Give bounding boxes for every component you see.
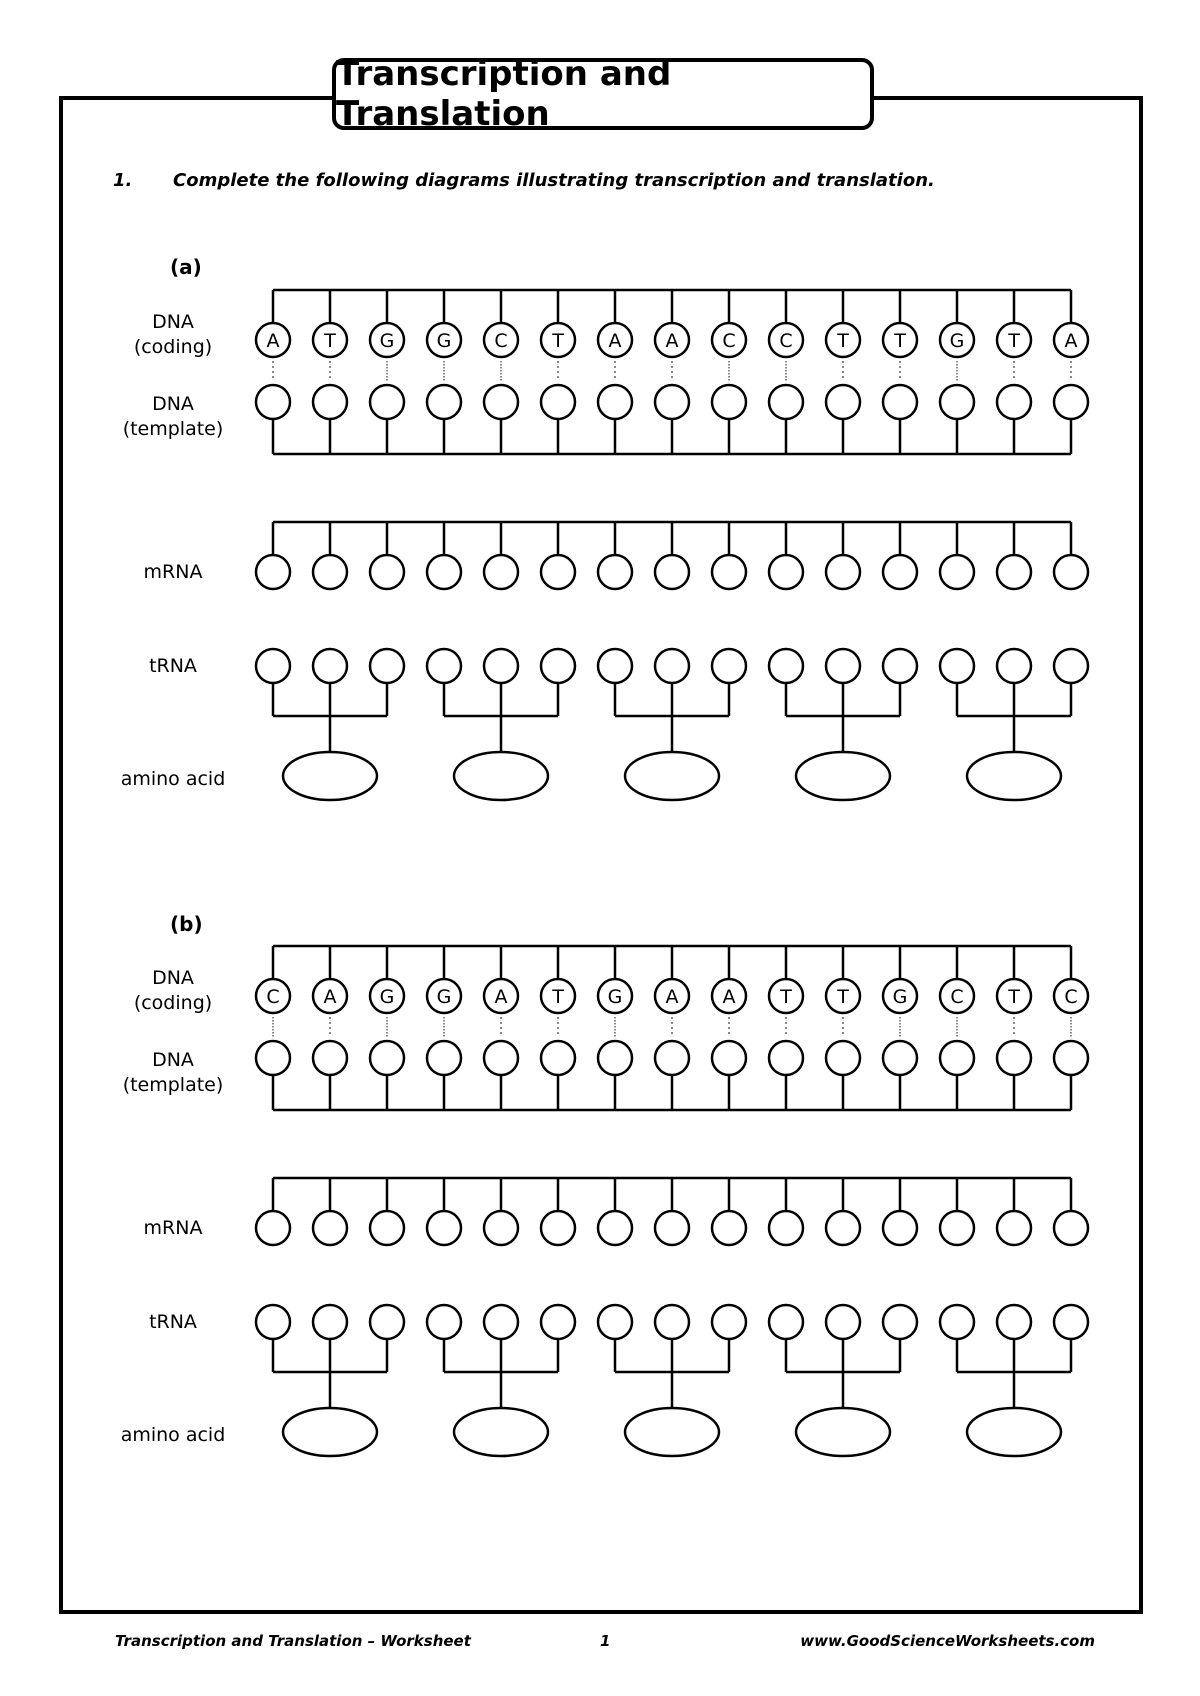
trna-base-circle [826,1305,860,1339]
trna-base-circle [655,649,689,683]
part-b-amino-acid-label: amino acid [120,1424,226,1446]
page-title: Transcription and Translation [332,58,874,130]
template-base-circle [769,385,803,419]
amino-acid-oval [283,752,377,800]
coding-base-letter: T [837,986,849,1008]
part-a-trna-label: tRNA [149,655,197,677]
mrna-base-circle [427,1211,461,1245]
trna-base-circle [313,649,347,683]
trna-base-circle [256,1305,290,1339]
mrna-base-circle [712,555,746,589]
template-label: (template) [122,418,224,440]
coding-base-letter: A [323,986,337,1008]
coding-base-letter: T [324,330,336,352]
trna-base-circle [484,1305,518,1339]
template-base-circle [370,1041,404,1075]
mrna-base-circle [484,1211,518,1245]
footer-website: www.GoodScienceWorksheets.com [800,1632,1095,1650]
amino-acid-oval [454,1408,548,1456]
trna-base-circle [541,649,575,683]
mrna-base-circle [826,555,860,589]
trna-base-circle [997,1305,1031,1339]
coding-base-letter: G [436,986,452,1008]
trna-base-circle [712,649,746,683]
trna-base-circle [769,649,803,683]
template-base-circle [1054,385,1088,419]
template-base-circle [598,1041,632,1075]
dna-label: DNA [152,1049,194,1071]
trna-base-circle [484,649,518,683]
trna-base-circle [940,1305,974,1339]
trna-base-circle [427,649,461,683]
coding-base-letter: T [552,986,564,1008]
dna-label: DNA [152,393,194,415]
mrna-base-circle [883,1211,917,1245]
mrna-base-circle [769,555,803,589]
trna-base-circle [997,649,1031,683]
amino-acid-oval [283,1408,377,1456]
mrna-base-circle [997,1211,1031,1245]
amino-acid-oval [625,752,719,800]
template-base-circle [484,385,518,419]
mrna-base-circle [883,555,917,589]
template-base-circle [940,1041,974,1075]
coding-base-letter: C [266,986,280,1008]
trna-base-circle [598,649,632,683]
template-base-circle [541,1041,575,1075]
coding-base-letter: G [949,330,965,352]
amino-acid-oval [967,752,1061,800]
mrna-base-circle [598,1211,632,1245]
question-number: 1. [113,170,133,191]
mrna-base-circle [940,1211,974,1245]
template-base-circle [313,1041,347,1075]
template-base-circle [655,1041,689,1075]
coding-base-letter: T [1008,330,1020,352]
part-a-mrna-label: mRNA [143,561,203,583]
template-base-circle [598,385,632,419]
template-base-circle [484,1041,518,1075]
trna-base-circle [712,1305,746,1339]
mrna-base-circle [769,1211,803,1245]
mrna-base-circle [712,1211,746,1245]
trna-base-circle [769,1305,803,1339]
coding-base-letter: G [436,330,452,352]
template-base-circle [313,385,347,419]
mrna-base-circle [655,555,689,589]
template-base-circle [883,385,917,419]
template-base-circle [712,1041,746,1075]
template-base-circle [256,1041,290,1075]
footer-title: Transcription and Translation – Worksheet [115,1632,471,1650]
mrna-base-circle [826,1211,860,1245]
mrna-base-circle [1054,555,1088,589]
mrna-base-circle [1054,1211,1088,1245]
part-a-amino-acid-label: amino acid [120,768,226,790]
template-base-circle [370,385,404,419]
amino-acid-oval [625,1408,719,1456]
coding-base-letter: C [950,986,964,1008]
template-base-circle [655,385,689,419]
mrna-base-circle [427,555,461,589]
trna-base-circle [826,649,860,683]
question-text: Complete the following diagrams illustrating transcription and translation. [173,170,935,191]
template-base-circle [826,385,860,419]
coding-base-letter: C [494,330,508,352]
mrna-base-circle [484,555,518,589]
template-base-circle [883,1041,917,1075]
template-base-circle [826,1041,860,1075]
template-base-circle [541,385,575,419]
coding-base-letter: C [1064,986,1078,1008]
trna-base-circle [883,649,917,683]
mrna-base-circle [313,1211,347,1245]
trna-base-circle [370,1305,404,1339]
trna-base-circle [940,649,974,683]
trna-base-circle [883,1305,917,1339]
part-b-trna-label: tRNA [149,1311,197,1333]
mrna-base-circle [940,555,974,589]
coding-base-letter: A [722,986,736,1008]
template-base-circle [769,1041,803,1075]
page-number: 1 [600,1632,611,1650]
mrna-base-circle [541,1211,575,1245]
trna-base-circle [313,1305,347,1339]
template-base-circle [997,1041,1031,1075]
coding-base-letter: A [665,986,679,1008]
coding-base-letter: A [494,986,508,1008]
trna-base-circle [598,1305,632,1339]
trna-base-circle [256,649,290,683]
template-base-circle [427,1041,461,1075]
coding-base-letter: A [665,330,679,352]
part-a-label: (a) [170,255,202,279]
coding-base-letter: G [892,986,908,1008]
template-label: (template) [122,1074,224,1096]
template-base-circle [427,385,461,419]
coding-base-letter: T [837,330,849,352]
mrna-base-circle [997,555,1031,589]
coding-label: (coding) [133,992,213,1014]
mrna-base-circle [655,1211,689,1245]
coding-base-letter: T [894,330,906,352]
template-base-circle [256,385,290,419]
coding-base-letter: G [379,986,395,1008]
coding-label: (coding) [133,336,213,358]
coding-base-letter: A [1064,330,1078,352]
trna-base-circle [541,1305,575,1339]
template-base-circle [997,385,1031,419]
coding-base-letter: T [1008,986,1020,1008]
part-b-label: (b) [170,912,203,936]
amino-acid-oval [967,1408,1061,1456]
dna-label: DNA [152,311,194,333]
coding-base-letter: C [722,330,736,352]
coding-base-letter: G [379,330,395,352]
coding-base-letter: T [780,986,792,1008]
amino-acid-oval [796,1408,890,1456]
coding-base-letter: A [608,330,622,352]
coding-base-letter: A [266,330,280,352]
trna-base-circle [655,1305,689,1339]
trna-base-circle [1054,649,1088,683]
amino-acid-oval [454,752,548,800]
dna-label: DNA [152,967,194,989]
trna-base-circle [427,1305,461,1339]
mrna-base-circle [541,555,575,589]
amino-acid-oval [796,752,890,800]
mrna-base-circle [598,555,632,589]
mrna-base-circle [370,555,404,589]
trna-base-circle [1054,1305,1088,1339]
coding-base-letter: G [607,986,623,1008]
part-b-diagram [256,946,1088,1456]
template-base-circle [940,385,974,419]
mrna-base-circle [313,555,347,589]
coding-base-letter: C [779,330,793,352]
part-b-mrna-label: mRNA [143,1217,203,1239]
coding-base-letter: T [552,330,564,352]
trna-base-circle [370,649,404,683]
mrna-base-circle [370,1211,404,1245]
part-a-diagram [256,290,1088,800]
template-base-circle [712,385,746,419]
template-base-circle [1054,1041,1088,1075]
mrna-base-circle [256,1211,290,1245]
mrna-base-circle [256,555,290,589]
